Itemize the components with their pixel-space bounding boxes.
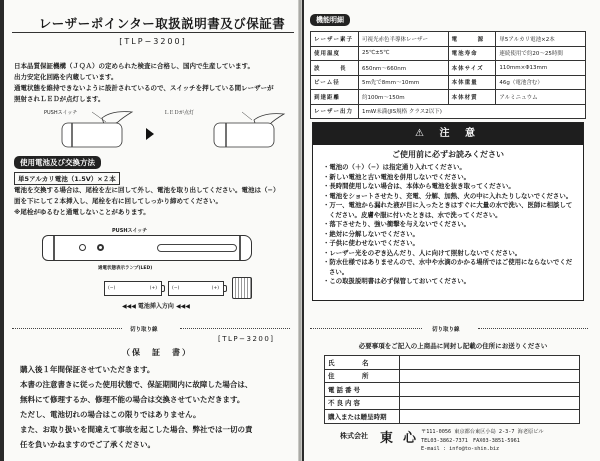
caution-item: ・電池の（＋）（−）は指定通り入れてください。 xyxy=(323,163,466,171)
laser-pointer-illustration xyxy=(42,235,252,261)
form-field-address[interactable] xyxy=(400,369,580,383)
led-lamp-icon xyxy=(79,244,86,251)
intro-line: 照射されＬＥＤが点灯します。 xyxy=(14,95,105,103)
form-field-name[interactable] xyxy=(400,356,580,370)
form-row xyxy=(325,356,580,370)
mail-in-instructions: 必要事項をご記入の上商品に同封し記載の住所にお送りください xyxy=(358,342,548,350)
caution-item: ・落下させたり、強い衝撃を与えないでください。 xyxy=(323,220,470,228)
caution-subheading: ご使用前に必ずお読みください xyxy=(392,150,504,159)
spec-value: 110mm×Φ13mm xyxy=(496,61,586,76)
warranty-line: 任を負いかねますのでご了承ください。 xyxy=(20,440,155,449)
company-contact xyxy=(421,428,544,454)
instruction-line: ※尾栓がゆるむと通電しないことがあります。 xyxy=(14,208,150,216)
spec-key: 使用温度 xyxy=(311,46,359,61)
cut-line xyxy=(310,328,422,329)
cut-line xyxy=(478,328,588,329)
spec-value: 約100m〜150m xyxy=(358,90,448,105)
spec-value: 25℃±5℃ xyxy=(358,46,448,61)
form-row xyxy=(325,396,580,410)
form-field-defect[interactable] xyxy=(400,396,580,410)
spec-value: 650nm〜660nm xyxy=(358,61,448,76)
spec-key: ビーム径 xyxy=(311,75,359,90)
spec-key: 波 長 xyxy=(311,61,359,76)
spec-key: 本体材質 xyxy=(448,90,496,105)
spec-key: 本体サイズ xyxy=(448,61,496,76)
pen-band xyxy=(53,236,55,260)
form-label-address: 住 所 xyxy=(325,369,400,383)
spec-row xyxy=(311,61,586,76)
form-field-purchase-date[interactable] xyxy=(400,410,580,424)
spec-key: 電池寿命 xyxy=(448,46,496,61)
tail-cap-illustration xyxy=(232,277,252,299)
form-row xyxy=(325,410,580,424)
form-field-phone[interactable] xyxy=(400,383,580,397)
caution-item: ・子供に使わせないでください。 xyxy=(323,239,419,247)
spec-row xyxy=(311,32,586,47)
battery-minus: (−) xyxy=(172,286,180,291)
caution-heading: ⚠ 注 意 xyxy=(313,123,583,145)
warranty-model-code: [TLP−3200] xyxy=(218,335,275,343)
form-label-phone: 電話番号 xyxy=(325,383,400,397)
cut-line xyxy=(12,328,122,329)
caution-box xyxy=(312,122,584,301)
battery-illustration xyxy=(104,281,162,296)
pen-band xyxy=(239,236,241,260)
arrow-right-icon xyxy=(146,128,154,140)
spec-value: 単5アルカリ電池×2本 xyxy=(496,32,586,47)
warranty-form xyxy=(324,355,580,424)
spec-row xyxy=(311,90,586,105)
spec-key: レーザー素子 xyxy=(311,32,359,47)
caution-item: ・防水仕様ではありませんので、水中や水滴のかかる場所ではご使用にならないでください。 xyxy=(323,258,573,276)
company-email: E-mail : info@to-shin.biz xyxy=(421,446,500,452)
cut-line xyxy=(180,328,290,329)
push-switch-label: PUSHスイッチ xyxy=(112,228,148,234)
company-name: 東心 xyxy=(380,431,427,446)
instruction-line: 面を下にして２本挿入し、尾栓を右に回してしっかり締めてください。 xyxy=(14,197,222,205)
battery-minus: (−) xyxy=(108,286,116,291)
spec-heading: 機能明細 xyxy=(310,14,350,26)
battery-terminal xyxy=(224,285,227,292)
caution-item: ・レーザー光をのぞき込んだり、人に向けて照射しないでください。 xyxy=(323,248,522,257)
intro-line: 出力安定化回路を内蔵しています。 xyxy=(14,73,118,81)
cut-line-label: 切り取り線 xyxy=(432,327,460,333)
warranty-line: また、お取り扱いを間違えて事故を起こした場合、弊社では一切の責 xyxy=(20,425,253,434)
battery-insert-direction: ◀◀◀ 電池挿入方向 ◀◀◀ xyxy=(122,303,190,310)
spec-key: 到達距離 xyxy=(311,90,359,105)
spec-row xyxy=(311,75,586,90)
spec-value: 46g（電池含む） xyxy=(496,75,586,90)
warranty-line: 無料にて修理するか、修理不能の場合は交換させていただきます。 xyxy=(20,395,245,404)
warranty-text xyxy=(20,362,296,452)
left-page xyxy=(0,0,298,461)
led-on-label: ＬＥＤが点灯 xyxy=(164,110,195,116)
intro-text xyxy=(14,61,296,105)
spec-key: 本体重量 xyxy=(448,75,496,90)
company-phone-fax: TEL03-3862-7371 FAX03-3851-5961 xyxy=(421,437,520,444)
title-divider xyxy=(12,32,294,33)
spec-table xyxy=(310,31,586,119)
push-switch-icon xyxy=(97,244,104,251)
caution-item: ・長時間使用しない場合は、本体から電池を抜き取ってください。 xyxy=(323,182,515,190)
company-prefix: 株式会社 xyxy=(340,432,368,440)
warranty-title: （保 証 書） xyxy=(122,348,192,357)
form-label-purchase-date: 購入または贈呈時期 xyxy=(325,410,400,424)
form-row xyxy=(325,369,580,383)
battery-type: 単5アルカリ電池（1.5V）×２本 xyxy=(14,172,120,185)
company-address: 〒111-0056 東京都台東区小島 2-3-7 海老原ビル xyxy=(421,429,544,435)
instruction-line: 電池を交換する場合は、尾栓を左に回して外し、電池を取り出してください。電池は（−） xyxy=(14,186,280,194)
spec-value: 5m先で8mm〜10mm xyxy=(358,75,448,90)
push-switch-label: PUSHスイッチ xyxy=(44,110,78,116)
spec-key: 電 源 xyxy=(448,32,496,47)
caution-item: ・万一、電池から漏れた液が目に入ったときはすぐに大量の水で洗い、医師に相談してください。皮膚や服に付いたときは、水で洗ってください。 xyxy=(323,201,573,219)
battery-plus: (+) xyxy=(211,286,219,291)
pen-clip-slot xyxy=(157,244,237,252)
model-code: [TLP−3200] xyxy=(119,37,187,46)
battery-illustration xyxy=(168,281,224,296)
right-page xyxy=(302,0,600,461)
warranty-line: 本書の注意書きに従った使用状態で、保証期間内に故障した場合は、 xyxy=(20,380,253,389)
battery-terminal xyxy=(162,285,165,292)
spec-value: 1mW未満(JIS規格 クラス2以下) xyxy=(358,104,585,119)
cut-line-label: 切り取り線 xyxy=(130,327,158,333)
battery-section-heading: 使用電池及び交換方法 xyxy=(14,156,101,169)
spec-row xyxy=(311,104,586,119)
caution-item: ・電池をショートさせたり、充電、分解、加熱、火の中に入れたりしないでください。 xyxy=(323,191,573,200)
caution-item: ・この取扱説明書は必ず保管しておいてください。 xyxy=(323,277,470,285)
intro-line: 日本品質保証機構（ＪＱＡ）の定められた検査に合格し、国内で生産しています。 xyxy=(14,62,254,70)
warranty-line: ただし、電池切れの場合はこの限りではありません。 xyxy=(20,410,201,419)
led-lamp-label: 通電状態表示ランプ(LED) xyxy=(98,266,153,271)
caution-list xyxy=(313,160,583,287)
battery-instructions xyxy=(14,185,298,218)
caution-item: ・新しい電池と古い電池を併用しないでください。 xyxy=(323,172,470,181)
spec-value: アルミニュウム xyxy=(496,90,586,105)
form-row xyxy=(325,383,580,397)
document-title: レーザーポインター取扱説明書及び保証書 xyxy=(38,16,286,31)
spec-value: 可視光赤色半導体レーザー xyxy=(358,32,448,47)
spec-value: 連続使用で約20〜25時間 xyxy=(496,46,586,61)
form-label-defect: 不良内容 xyxy=(325,396,400,410)
intro-line: 通電状態を維持できないように設計されているので、スイッチを押している間レーザーが xyxy=(14,84,274,92)
form-label-name: 氏 名 xyxy=(325,356,400,370)
warranty-line: 購入後１年間保証させていただきます。 xyxy=(20,365,155,374)
battery-plus: (+) xyxy=(149,286,157,291)
caution-item: ・絶対に分解しないでください。 xyxy=(323,229,419,238)
spec-row xyxy=(311,46,586,61)
spec-key: レーザー出力 xyxy=(311,104,359,119)
